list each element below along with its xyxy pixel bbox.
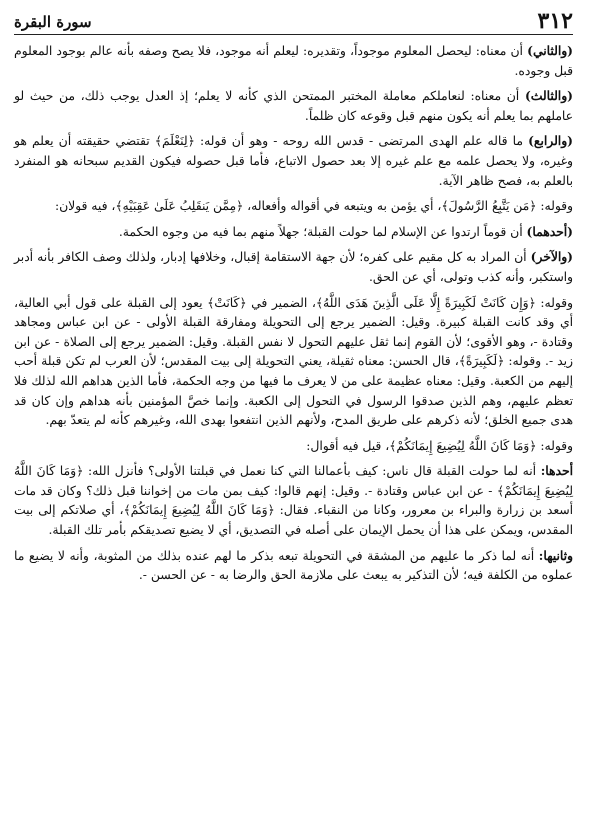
paragraph bbox=[14, 131, 573, 191]
paragraph bbox=[14, 247, 573, 287]
paragraph-lead: (والثاني) bbox=[527, 43, 573, 58]
paragraph-text: أنه لما ذكر ما عليهم من المشقة في التحويلة تبعه بذكر ما لهم عنده بذلك من المثوبة، وأنه لا يضيع ما عملوه من الكلفة فيه؛ لأن التذكير به يبعث على ملازمة الحق والرضا به - عن الحسن -. bbox=[14, 548, 573, 583]
paragraph-lead: وثانيها: bbox=[538, 547, 573, 563]
paragraph-lead: (أحدهما) bbox=[526, 223, 573, 239]
paragraph-text: وقوله: ﴿وَإِن كَانَتْ لَكَبِيرَةً إِلَّا عَلَى الَّذِينَ هَدَى اللَّهُ﴾، الضمير في ﴿كَانَتْ﴾ يعود إلى القبلة على قول أبي العالية، أي وقد كانت القبلة كبيرة. وقيل: الضمير يرجع إلى التحويلة ومفارقة القبلة الأولى - عن ابن عباس ومجاهد وقتادة -، وهو الأقوى؛ لأن القوم إنما ثقل عليهم التحول لا نفس القبلة. وقيل: الضمير يرجع إلى الصلاة - عن ابن زيد -. وقوله: ﴿لَكَبِيرَةً﴾، قال الحسن: معناه ثقيلة، يعني التحويلة إلى بيت المقدس؛ لأن العرب لم تكن قبلة أحب إليهم من الكعبة. وقيل: معناه عظيمة على من لا يعرف ما فيها من وجه الحكمة، فأما الذين هداهم الله لذلك فلا تعظم عليهم، وهم الذين صدقوا الرسول في التحول إلى الكعبة. وإنما خصَّ المؤمنين بأنه هداهم وإن كان قد هدى جميع الخلق؛ لأنه ذكرهم على طريق المدح، ولأنهم الذين انتفعوا بهدى الله، وغيرهم كأنه لم يتعدّ بهم. bbox=[14, 295, 573, 428]
page-header bbox=[14, 6, 573, 35]
paragraph-lead: أحدها: bbox=[540, 463, 573, 479]
paragraph bbox=[14, 41, 573, 81]
surah-title: سورة البقرة bbox=[14, 13, 92, 31]
paragraph-text: أن معناه: لنعاملكم معاملة المختبر الممتحن الذي كأنه لا يعلم؛ إذ العدل يوجب ذلك، من حيث لو عاملهم بما يعلم أنه يكون منهم قبل وقوعه كان ظلماً. bbox=[14, 89, 573, 123]
paragraph-text: أن معناه: ليحصل المعلوم موجوداً، وتقديره: ليعلم أنه موجود، فلا يصح وصفه بأنه عالم بوجود المعلوم قبل وجوده. bbox=[14, 44, 573, 78]
paragraph-lead: (والآخر) bbox=[530, 249, 573, 265]
paragraph-text: أن المراد به كل مقيم على كفره؛ لأن جهة الاستقامة إقبال، وخلافها إدبار، ولذلك وصف الكافر بأنه أدبر واستكبر، وأنه كذب وتولى، أي عن الحق. bbox=[14, 250, 573, 284]
paragraph-lead: (والثالث) bbox=[524, 88, 573, 104]
paragraph bbox=[14, 436, 573, 457]
paragraph bbox=[14, 222, 573, 243]
paragraph-lead: (والرابع) bbox=[528, 133, 573, 149]
paragraph bbox=[14, 461, 573, 540]
paragraph-text: أن قوماً ارتدوا عن الإسلام لما حولت القبلة؛ جهلاً منهم بما فيه من وجوه الحكمة. bbox=[118, 224, 527, 239]
paragraph bbox=[14, 546, 573, 586]
page-body bbox=[14, 41, 573, 586]
paragraph bbox=[14, 196, 573, 217]
paragraph-text: أنه لما حولت القبلة قال ناس: كيف بأعمالنا التي كنا نعمل في قبلتنا الأولى؟ فأنزل الله: ﴿وَمَا كَانَ اللَّهُ لِيُضِيعَ إِيمَانَكُمْ﴾ - عن ابن عباس وقتادة -. وقيل: إنهم قالوا: كيف بمن مات من إخواننا قبل ذلك؟ وكان قد مات أسعد بن زرارة والبراء بن معرور، وكانا من النقباء. فقال: ﴿وَمَا كَانَ اللَّهُ لِيُضِيعَ إِيمَانَكُمْ﴾، أي صلاتكم إلى بيت المقدس، ويمكن على هذا أن يحمل الإيمان على أصله في التصديق، أي لا يضيع تصديقكم بأمر تلك القبلة. bbox=[14, 464, 573, 538]
paragraph-text: ما قاله علم الهدى المرتضى - قدس الله روحه - وهو أن قوله: ﴿لِنَعْلَمَ﴾ تقتضي حقيقته أن يعلم هو وغيره، ولا يحصل علمه مع علم غيره إلا بعد حصول الاتباع، فأما قبل حصوله فيكون القديم سبحانه هو المنفرد بالعلم به، فصح ظاهر الآية. bbox=[14, 134, 573, 188]
page-number: ٣١٢ bbox=[537, 8, 573, 34]
paragraph bbox=[14, 293, 573, 431]
paragraph bbox=[14, 86, 573, 126]
paragraph-text: وقوله: ﴿مَن يَتَّبِعُ الرَّسُولَ﴾، أي يؤمن به ويتبعه في أقواله وأفعاله، ﴿مِمَّن يَنقَلِبُ عَلَىٰ عَقِبَيْهِ﴾، فيه قولان: bbox=[54, 199, 573, 214]
paragraph-text: وقوله: ﴿وَمَا كَانَ اللَّهُ لِيُضِيعَ إِيمَانَكُمْ﴾، قيل فيه أقوال: bbox=[306, 438, 573, 453]
